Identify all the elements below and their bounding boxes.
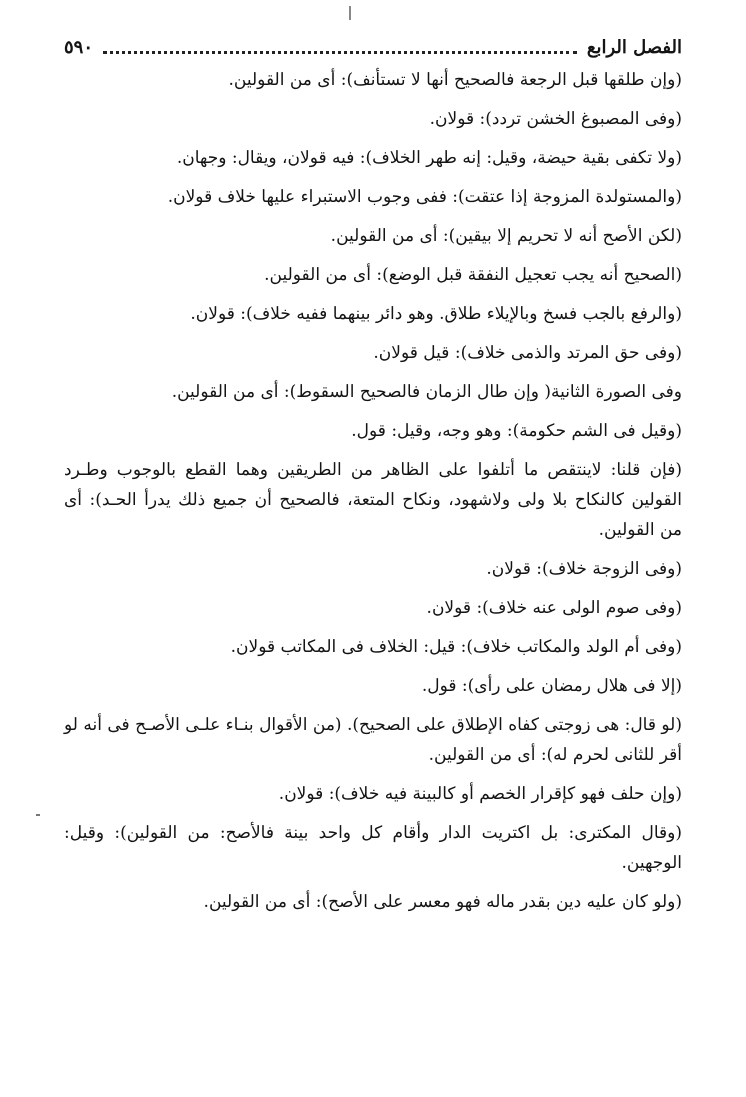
paragraph-7: (والرفع بالجب فسخ وبالإيلاء طلاق. وهو دائر بينهما ففيه خلاف): قولان. bbox=[190, 304, 682, 324]
paragraph-2: (وفى المصبوغ الخشن تردد): قولان. bbox=[429, 109, 682, 129]
running-header bbox=[64, 34, 682, 62]
page-number: ٥٩٠ bbox=[64, 37, 94, 58]
dotted-leader bbox=[103, 51, 577, 54]
chapter-title: الفصل الرابع bbox=[586, 37, 682, 58]
paragraph-15: (إلا فى هلال رمضان على رأى): قول. bbox=[421, 676, 682, 696]
paragraph-5: (لكن الأصح أنه لا تحريم إلا بيقين): أى من القولين. bbox=[330, 226, 682, 246]
paragraph-1: (وإن طلقها قبل الرجعة فالصحيح أنها لا تستأنف): أى من القولين. bbox=[228, 70, 682, 90]
paragraph-16: (لو قال: هى زوجتى كفاه الإطلاق على الصحيح). (من الأقوال بنـاء علـى الأصـح فى أنه لو أقر للثانى لحرم له): أى من القولين. bbox=[64, 715, 682, 765]
paragraph-19: (ولو كان عليه دين بقدر ماله فهو معسر على الأصح): أى من القولين. bbox=[203, 892, 682, 912]
scan-mark bbox=[349, 6, 351, 20]
paragraph-8: (وفى حق المرتد والذمى خلاف): قيل قولان. bbox=[373, 343, 682, 363]
paragraph-11: (فإن قلنا: لاينتقص ما أتلفوا على الظاهر من الطريقين وهما القطع بالوجوب وطـرد القولين كالنكاح بلا ولى ولاشهود، ونكاح المتعة، فالصحيح أن جميع ذلك يدرأ الحـد): أى من القولين. bbox=[64, 460, 682, 540]
paragraph-14: (وفى أم الولد والمكاتب خلاف): قيل: الخلاف فى المكاتب قولان. bbox=[230, 637, 682, 657]
scan-mark bbox=[36, 814, 40, 816]
paragraph-4: (والمستولدة المزوجة إذا عتقت): ففى وجوب الاستبراء عليها خلاف قولان. bbox=[167, 187, 682, 207]
paragraph-17: (وإن حلف فهو كإقرار الخصم أو كالبينة فيه خلاف): قولان. bbox=[278, 784, 682, 804]
book-page bbox=[64, 34, 682, 917]
paragraph-18: (وقال المكترى: بل اكتريت الدار وأقام كل واحد بينة فالأصح: من القولين): وقيل: الوجهين. bbox=[64, 823, 682, 873]
paragraph-9: وفى الصورة الثانية( وإن طال الزمان فالصحيح السقوط): أى من القولين. bbox=[171, 382, 682, 402]
paragraph-6: (الصحيح أنه يجب تعجيل النفقة قبل الوضع): أى من القولين. bbox=[264, 265, 682, 285]
paragraph-13: (وفى صوم الولى عنه خلاف): قولان. bbox=[426, 598, 682, 618]
paragraph-10: (وقيل فى الشم حكومة): وهو وجه، وقيل: قول. bbox=[351, 421, 682, 441]
paragraph-3: (ولا تكفى بقية حيضة، وقيل: إنه طهر الخلاف): فيه قولان، ويقال: وجهان. bbox=[176, 148, 682, 168]
paragraph-12: (وفى الزوجة خلاف): قولان. bbox=[486, 559, 682, 579]
